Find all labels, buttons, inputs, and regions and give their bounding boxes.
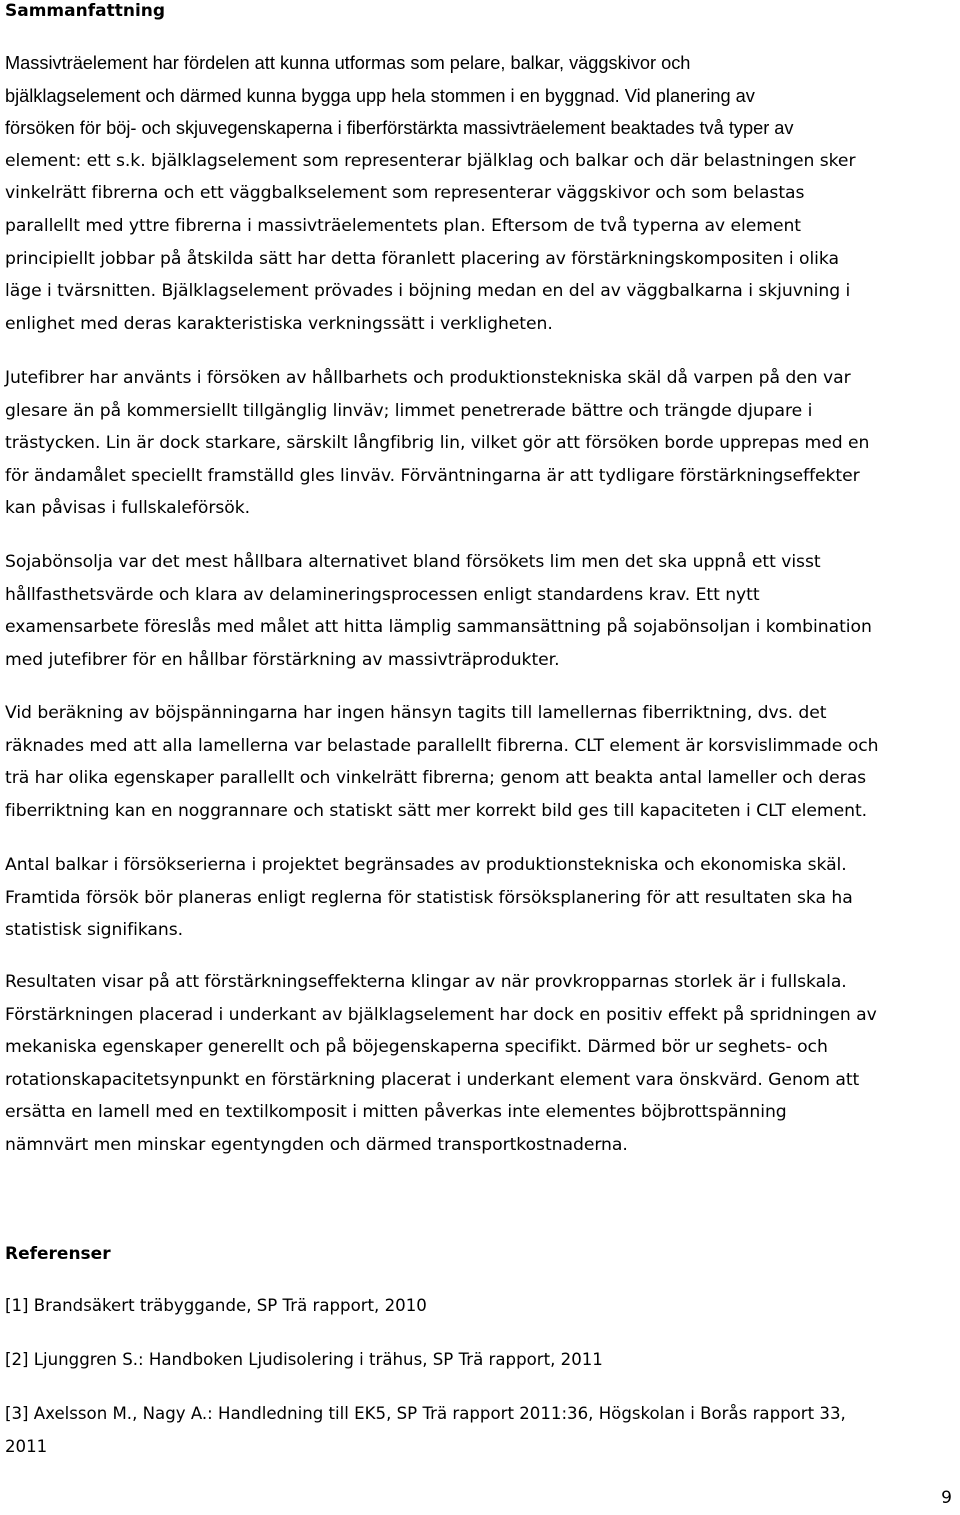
summary-paragraph-5 — [5, 849, 957, 947]
text-line: mekaniska egenskaper generellt och på böjegenskaperna specifikt. Därmed bör ur seghets- och — [5, 1037, 828, 1058]
text-line: statistisk signifikans. — [5, 920, 184, 941]
text-line: principiellt jobbar på åtskilda sätt har detta föranlett placering av förstärkningskompositen i olika — [5, 248, 839, 269]
text-line: Framtida försök bör planeras enligt reglerna för statistisk försöksplanering för att resultaten ska ha — [5, 887, 853, 908]
text-line: vinkelrätt fibrerna och ett väggbalkselement som representerar väggskivor och som belastas — [5, 183, 805, 204]
text-line: för ändamålet speciellt framställd gles linväv. Förväntningarna är att tydligare förstärkningseffekter — [5, 465, 860, 486]
text-line: med jutefibrer för en hållbar förstärkning av massivträprodukter. — [5, 649, 560, 670]
page-number: 9 — [941, 1488, 952, 1508]
reference-line: 2011 — [5, 1436, 48, 1456]
summary-heading: Sammanfattning — [5, 1, 166, 21]
summary-paragraph-1 — [5, 47, 957, 340]
references-heading: Referenser — [5, 1244, 111, 1264]
text-line: glesare än på kommersiellt tillgänglig linväv; limmet penetrerade bättre och trängde djupare i — [5, 400, 813, 421]
text-line: ersätta en lamell med en textilkomposit i mitten påverkas inte elementes böjbrottspänning — [5, 1102, 787, 1123]
reference-item — [5, 1398, 846, 1463]
text-line: examensarbete föreslås med målet att hitta lämplig sammansättning på sojabönsoljan i kombination — [5, 617, 872, 638]
text-line: parallellt med yttre fibrerna i massivträelementets plan. Eftersom de två typerna av element — [5, 215, 801, 236]
text-line: bjälklagselement och därmed kunna bygga upp hela stommen i en byggnad. Vid planering av — [5, 85, 755, 106]
text-line: element: ett s.k. bjälklagselement som representerar bjälklag och balkar och där belastningen sker — [5, 150, 856, 171]
text-line: Resultaten visar på att förstärkningseffekterna klingar av när provkropparnas storlek är i fullskala. — [5, 972, 847, 992]
text-line: Vid beräkning av böjspänningarna har ingen hänsyn tagits till lamellernas fiberriktning, dvs. det — [5, 703, 827, 723]
reference-item: [2] Ljunggren S.: Handboken Ljudisolering i trähus, SP Trä rapport, 2011 — [5, 1350, 603, 1369]
text-line: hållfasthetsvärde och klara av delamineringsprocessen enligt standardens krav. Ett nytt — [5, 584, 760, 605]
summary-paragraph-6 — [5, 966, 957, 1162]
summary-paragraph-4 — [5, 697, 957, 827]
text-line: kan påvisas i fullskaleförsök. — [5, 498, 251, 519]
summary-paragraph-2 — [5, 362, 957, 525]
text-line: Sojabönsolja var det mest hållbara alternativet bland försökets lim men det ska uppnå ett visst — [5, 552, 821, 572]
reference-line: [3] Axelsson M., Nagy A.: Handledning till EK5, SP Trä rapport 2011:36, Högskolan i Borås rapport 33, — [5, 1404, 846, 1423]
text-line: Massivträelement har fördelen att kunna utformas som pelare, balkar, väggskivor och — [5, 53, 691, 73]
text-line: räknades med att alla lamellerna var belastade parallellt fibrerna. CLT element är korsvislimmade och — [5, 735, 879, 756]
text-line: fiberriktning kan en noggrannare och statiskt sätt mer korrekt bild ges till kapaciteten i CLT element. — [5, 800, 868, 821]
text-line: Jutefibrer har använts i försöken av hållbarhets och produktionstekniska skäl då varpen på den var — [5, 368, 851, 388]
text-line: enlighet med deras karakteristiska verkningssätt i verkligheten. — [5, 313, 553, 334]
text-line: trästycken. Lin är dock starkare, särskilt långfibrig lin, vilket gör att försöken borde upprepas med en — [5, 433, 870, 454]
text-line: Förstärkningen placerad i underkant av bjälklagselement har dock en positiv effekt på spridningen av — [5, 1004, 877, 1025]
reference-item: [1] Brandsäkert träbyggande, SP Trä rapport, 2010 — [5, 1296, 427, 1315]
summary-paragraph-3 — [5, 546, 957, 676]
text-line: trä har olika egenskaper parallellt och vinkelrätt fibrerna; genom att beakta antal lameller och deras — [5, 768, 867, 789]
text-line: Antal balkar i försökserierna i projektet begränsades av produktionstekniska och ekonomiska skäl. — [5, 855, 847, 875]
text-line: nämnvärt men minskar egentyngden och därmed transportkostnaderna. — [5, 1134, 628, 1155]
text-line: läge i tvärsnitten. Bjälklagselement prövades i böjning medan en del av väggbalkarna i skjuvning i — [5, 281, 851, 302]
text-line: försöken för böj- och skjuvegenskaperna i fiberförstärkta massivträelement beaktades två typer av — [5, 118, 794, 139]
text-line: rotationskapacitetsynpunkt en förstärkning placerat i underkant element vara önskvärd. Genom att — [5, 1069, 860, 1090]
